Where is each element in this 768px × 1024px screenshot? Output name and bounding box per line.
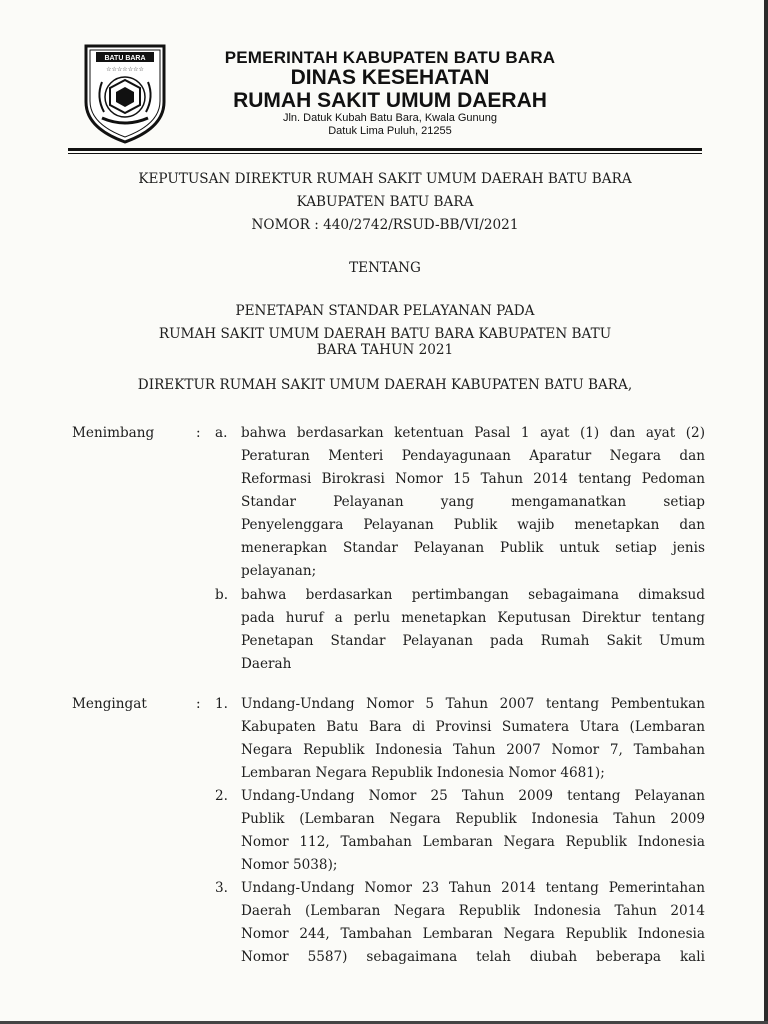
menimbang-a-line: pelayanan; xyxy=(241,563,317,579)
mengingat-1-line: Negara Republik Indonesia Tahun 2007 Nomor 7, Tambahan xyxy=(241,742,705,758)
mengingat-2-line: Nomor 112, Tambahan Lembaran Negara Republik Indonesia xyxy=(241,834,705,850)
decree-subject-line1: PENETAPAN STANDAR PELAYANAN PADA xyxy=(235,303,535,319)
decree-issuer: DIREKTUR RUMAH SAKIT UMUM DAERAH KABUPATEN BATU BARA, xyxy=(137,377,633,393)
menimbang-colon: : xyxy=(196,425,201,441)
mengingat-3-line: Undang-Undang Nomor 23 Tahun 2014 tentang Pemerintahan xyxy=(241,880,705,896)
mengingat-1-line: Undang-Undang Nomor 5 Tahun 2007 tentang Pembentukan xyxy=(241,696,705,712)
mengingat-3-line: Nomor 5587) sebagaimana telah diubah beberapa kali xyxy=(241,949,705,965)
batu-bara-emblem-logo xyxy=(80,42,170,146)
menimbang-a-line: Standar Pelayanan yang mengamanatkan setiap xyxy=(241,494,705,510)
decree-title-line1: KEPUTUSAN DIREKTUR RUMAH SAKIT UMUM DAERAH BATU BARA xyxy=(138,171,632,187)
mengingat-3-line: Daerah (Lembaran Negara Republik Indonesia Tahun 2014 xyxy=(241,903,705,919)
letterhead-hospital: RUMAH SAKIT UMUM DAERAH xyxy=(233,89,547,112)
letterhead-rule-thin xyxy=(68,153,702,154)
decree-title-line2: KABUPATEN BATU BARA xyxy=(296,194,474,210)
decree-number: NOMOR : 440/2742/RSUD-BB/VI/2021 xyxy=(251,217,519,233)
mengingat-1-line: Lembaran Negara Republik Indonesia Nomor 4681); xyxy=(241,765,605,781)
menimbang-label: Menimbang xyxy=(72,425,155,441)
menimbang-a-line: menerapkan Standar Pelayanan Publik untuk setiap jenis xyxy=(241,540,705,556)
menimbang-a-line: Penyelenggara Pelayanan Publik wajib menetapkan dan xyxy=(241,517,705,533)
menimbang-b-line: Daerah xyxy=(241,656,292,672)
menimbang-a-marker: a. xyxy=(215,425,228,441)
decree-about: TENTANG xyxy=(349,260,421,276)
menimbang-b-line: Penetapan Standar Pelayanan pada Rumah Sakit Umum xyxy=(241,633,705,649)
menimbang-b-marker: b. xyxy=(215,587,229,603)
menimbang-b-line: bahwa berdasarkan pertimbangan sebagaimana dimaksud xyxy=(241,587,705,603)
letterhead-address-line1: Jln. Datuk Kubah Batu Bara, Kwala Gunung xyxy=(282,112,498,124)
letterhead-government: PEMERINTAH KABUPATEN BATU BARA xyxy=(224,48,556,67)
decree-subject-line3: BARA TAHUN 2021 xyxy=(316,342,454,358)
mengingat-colon: : xyxy=(196,696,201,712)
mengingat-label: Mengingat xyxy=(72,696,147,712)
mengingat-2-marker: 2. xyxy=(215,788,228,804)
mengingat-3-marker: 3. xyxy=(215,880,228,896)
scan-edge-right xyxy=(764,0,768,1024)
mengingat-1-line: Kabupaten Batu Bara di Provinsi Sumatera Utara (Lembaran xyxy=(241,719,705,735)
mengingat-2-line: Publik (Lembaran Negara Republik Indonesia Tahun 2009 xyxy=(241,811,705,827)
decree-subject-line2: RUMAH SAKIT UMUM DAERAH BATU BARA KABUPATEN BATU xyxy=(158,326,612,342)
mengingat-3-line: Nomor 244, Tambahan Lembaran Negara Republik Indonesia xyxy=(241,926,705,942)
letterhead-address-line2: Datuk Lima Puluh, 21255 xyxy=(328,125,452,137)
logo-text: BATU BARA xyxy=(104,55,146,62)
letterhead-rule-thick xyxy=(68,148,702,151)
letterhead-department: DINAS KESEHATAN xyxy=(290,66,490,89)
mengingat-2-line: Undang-Undang Nomor 25 Tahun 2009 tentang Pelayanan xyxy=(241,788,705,804)
menimbang-b-line: pada huruf a perlu menetapkan Keputusan Direktur tentang xyxy=(241,610,705,626)
menimbang-a-line: Reformasi Birokrasi Nomor 15 Tahun 2014 tentang Pedoman xyxy=(241,471,705,487)
menimbang-a-line: Peraturan Menteri Pendayagunaan Aparatur Negara dan xyxy=(241,448,705,464)
mengingat-2-line: Nomor 5038); xyxy=(241,857,338,873)
svg-text:☆☆☆☆☆☆☆: ☆☆☆☆☆☆☆ xyxy=(106,66,144,73)
menimbang-a-line: bahwa berdasarkan ketentuan Pasal 1 ayat (1) dan ayat (2) xyxy=(241,425,705,441)
mengingat-1-marker: 1. xyxy=(215,696,228,712)
